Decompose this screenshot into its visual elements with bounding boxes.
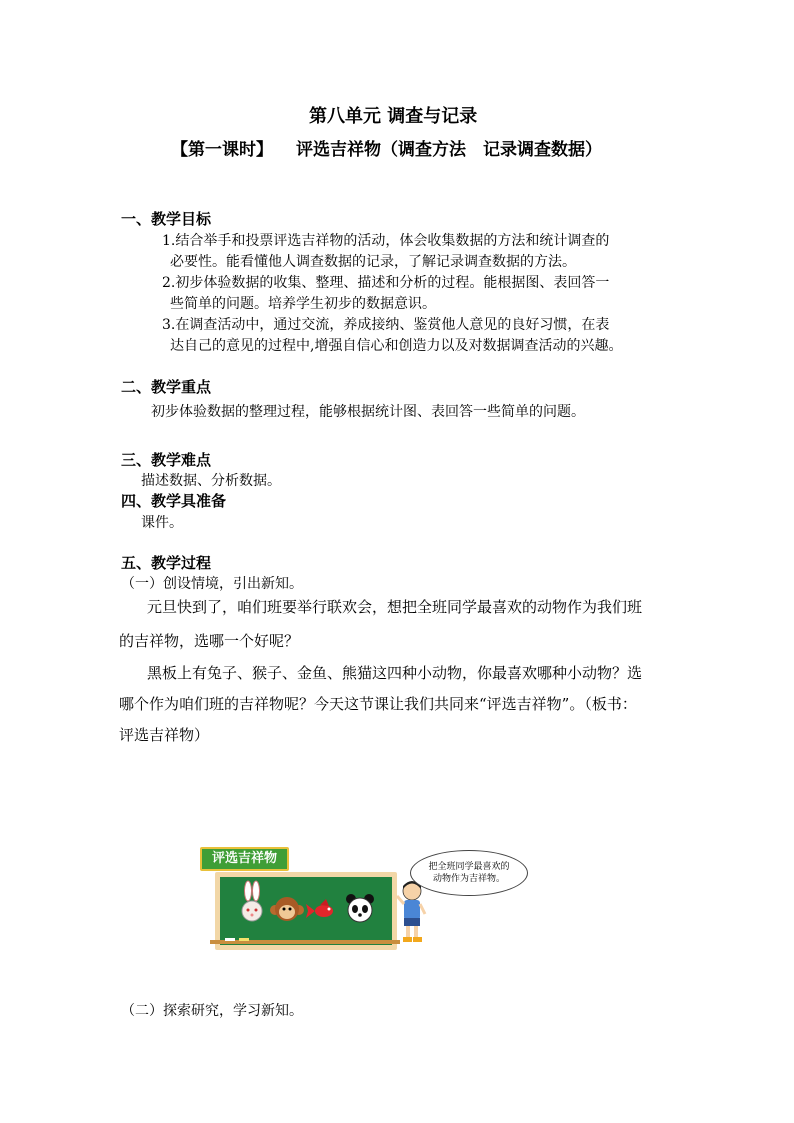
section-heading-goals: 一、教学目标	[121, 210, 212, 228]
section-heading-process: 五、教学过程	[121, 554, 212, 572]
goal-line: 3.在调查活动中，通过交流，养成接纳、鉴赏他人意见的良好习惯，在表	[162, 317, 610, 333]
speech-line: 动物作为吉祥物。	[432, 874, 505, 884]
section-heading-materials: 四、教学具准备	[121, 492, 227, 510]
section-heading-difficulties: 三、教学难点	[121, 451, 212, 469]
section-heading-keypoints: 二、教学重点	[121, 378, 212, 396]
materials-text: 课件。	[141, 515, 183, 531]
panda-icon	[346, 894, 374, 922]
mascot-illustration	[195, 830, 535, 960]
process-subheading: （二）探索研究，学习新知。	[121, 1003, 303, 1019]
page-title: 第八单元 调查与记录	[309, 106, 478, 127]
difficulties-text: 描述数据、分析数据。	[141, 473, 281, 489]
speech-bubble	[410, 850, 528, 896]
process-subheading: （一）创设情境，引出新知。	[121, 576, 303, 592]
goal-line: 达自己的意见的过程中,增强自信心和创造力以及对数据调查活动的兴趣。	[170, 338, 623, 354]
paragraph-line: 哪个作为咱们班的吉祥物呢？今天这节课让我们共同来“评选吉祥物”。（板书：	[119, 695, 637, 713]
rabbit-icon	[242, 881, 262, 921]
paragraph-line: 黑板上有兔子、猴子、金鱼、熊猫这四种小动物，你最喜欢哪种小动物？选	[147, 664, 643, 682]
goal-line: 2.初步体验数据的收集、整理、描述和分析的过程。能根据图、表回答一	[162, 275, 610, 291]
monkey-icon	[270, 897, 304, 921]
chalk-piece	[225, 938, 235, 941]
goal-line: 必要性。能看懂他人调查数据的记录，了解记录调查数据的方法。	[170, 254, 576, 270]
paragraph-line: 评选吉祥物）	[119, 726, 210, 744]
keypoints-text: 初步体验数据的整理过程，能够根据统计图、表回答一些简单的问题。	[151, 404, 585, 420]
goal-line: 1.结合举手和投票评选吉祥物的活动，体会收集数据的方法和统计调查的	[162, 233, 610, 249]
lesson-label: 【第一课时】	[171, 140, 273, 160]
student-icon	[395, 880, 429, 946]
animal-pictures	[220, 877, 392, 945]
goldfish-icon	[306, 899, 333, 918]
board-title-sign: 评选吉祥物	[200, 847, 289, 871]
speech-line: 把全班同学最喜欢的	[428, 862, 510, 872]
lesson-title: 评选吉祥物（调查方法 记录调查数据）	[296, 140, 602, 160]
paragraph-line: 元旦快到了，咱们班要举行联欢会，想把全班同学最喜欢的动物作为我们班	[147, 598, 643, 616]
paragraph-line: 的吉祥物，选哪一个好呢？	[119, 632, 300, 650]
goal-line: 些简单的问题。培养学生初步的数据意识。	[170, 296, 436, 312]
chalk-piece	[239, 938, 249, 941]
